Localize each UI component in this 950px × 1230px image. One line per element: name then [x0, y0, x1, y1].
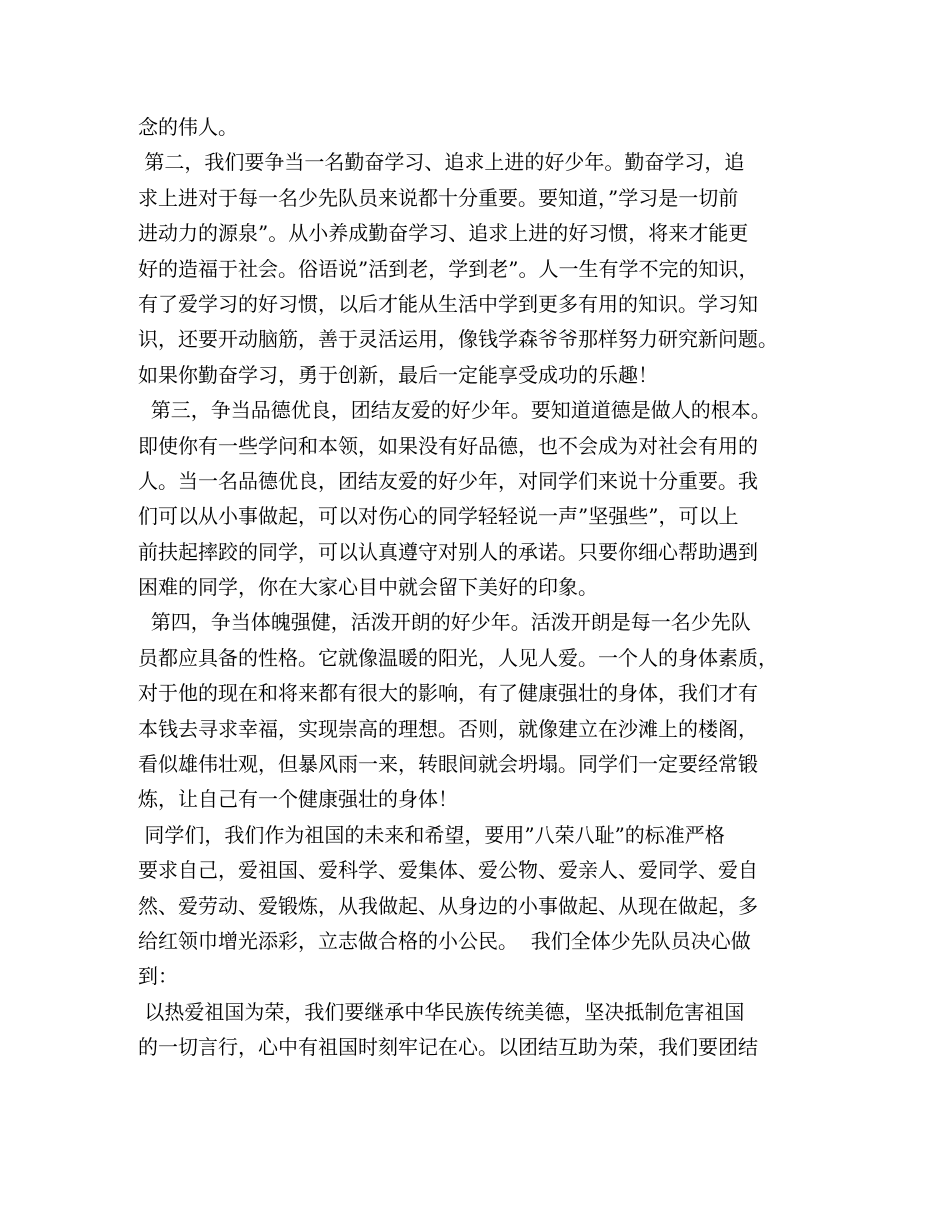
text-line: 给红领巾增光添彩，立志做合格的小公民。 我们全体少先队员决心做 [138, 928, 751, 953]
text-line: 识，还要开动脑筋，善于灵活运用，像钱学森爷爷那样努力研究新问题。 [138, 327, 778, 352]
text-line: 如果你勤奋学习，勇于创新，最后一定能享受成功的乐趣！ [138, 362, 658, 387]
text-line: 员都应具备的性格。它就像温暖的阳光，人见人爱。一个人的身体素质， [138, 645, 778, 670]
text-line: 前扶起摔跤的同学，可以认真遵守对别人的承诺。只要你细心帮助遇到 [138, 539, 758, 564]
text-line: 求上进对于每一名少先队员来说都十分重要。要知道，”学习是一切前 [138, 185, 739, 210]
text-line: 有了爱学习的好习惯，以后才能从生活中学到更多有用的知识。学习知 [138, 291, 758, 316]
text-line: 要求自己，爱祖国、爱科学、爱集体、爱公物、爱亲人、爱同学、爱自 [138, 858, 758, 883]
text-line: 进动力的源泉”。从小养成勤奋学习、追求上进的好习惯，将来才能更 [138, 221, 749, 246]
text-line: 困难的同学，你在大家心目中就会留下美好的印象。 [138, 575, 598, 600]
text-line: 同学们，我们作为祖国的未来和希望，要用”八荣八耻”的标准严格 [138, 822, 725, 847]
text-line: 人。当一名品德优良，团结友爱的好少年，对同学们来说十分重要。我 [138, 468, 758, 493]
text-line: 看似雄伟壮观，但暴风雨一来，转眼间就会坍塌。同学们一定要经常锻 [138, 752, 758, 777]
text-line: 第四，争当体魄强健，活泼开朗的好少年。活泼开朗是每一名少先队 [138, 610, 751, 635]
text-line: 以热爱祖国为荣，我们要继承中华民族传统美德，坚决抵制危害祖国 [138, 999, 745, 1024]
text-line: 本钱去寻求幸福，实现崇高的理想。否则，就像建立在沙滩上的楼阁， [138, 716, 758, 741]
text-line: 们可以从小事做起，可以对伤心的同学轻轻说一声”坚强些”，可以上 [138, 504, 739, 529]
text-line: 第二，我们要争当一名勤奋学习、追求上进的好少年。勤奋学习，追 [138, 150, 745, 175]
body-text [138, 110, 828, 1066]
text-line: 第三，争当品德优良，团结友爱的好少年。要知道道德是做人的根本。 [138, 398, 771, 423]
text-line: 好的造福于社会。俗语说”活到老，学到老”。人一生有学不完的知识， [138, 256, 759, 281]
text-line: 念的伟人。 [138, 115, 238, 139]
text-line: 的一切言行，心中有祖国时刻牢记在心。以团结互助为荣，我们要团结 [138, 1035, 758, 1060]
text-line: 即使你有一些学问和本领，如果没有好品德，也不会成为对社会有用的 [138, 433, 758, 458]
text-line: 炼，让自己有一个健康强壮的身体！ [138, 787, 458, 812]
text-line: 到： [138, 964, 178, 989]
text-line: 然、爱劳动、爱锻炼，从我做起、从身边的小事做起、从现在做起，多 [138, 893, 758, 918]
text-line: 对于他的现在和将来都有很大的影响，有了健康强壮的身体，我们才有 [138, 681, 758, 706]
